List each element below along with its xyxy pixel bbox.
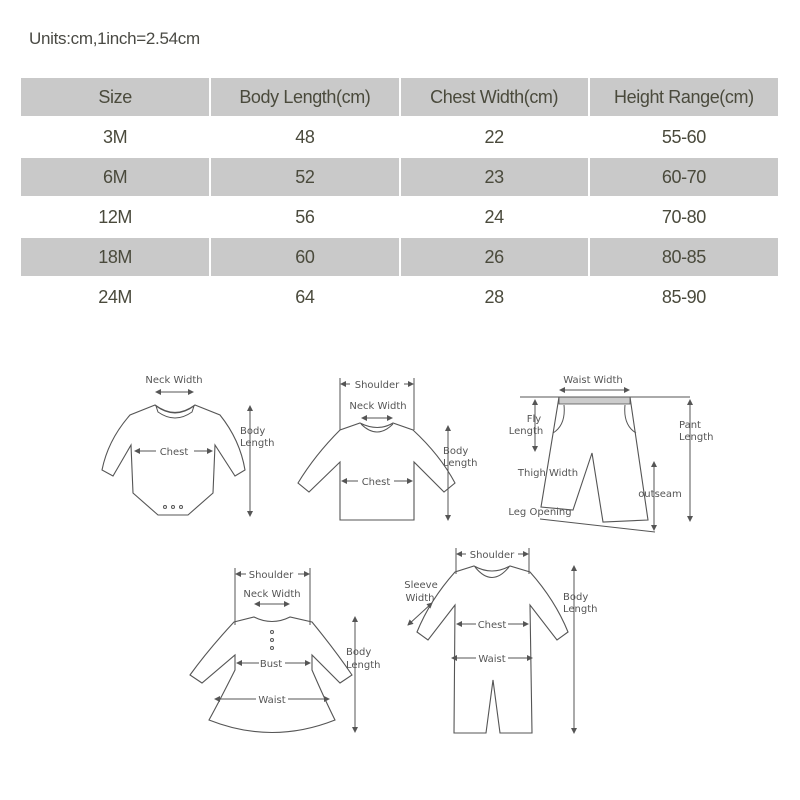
label-neck-width: Neck Width: [349, 401, 407, 412]
cell-size: 24M: [98, 286, 133, 307]
label-sleeve-width-line1: Sleeve: [404, 580, 438, 591]
label-body-length-line2: Length: [240, 438, 275, 449]
cell-height-range: 60-70: [589, 157, 778, 197]
cell-chest-width: 28: [400, 277, 589, 317]
cell-size: 12M: [98, 206, 133, 227]
shirt-diagram: [298, 378, 478, 520]
header-height-range: Height Range(cm): [589, 78, 778, 117]
label-body-length-line1: Body: [346, 647, 372, 658]
label-body-length-line1: Body: [563, 592, 589, 603]
cell-size: 6M: [21, 157, 210, 197]
cell-chest-width: 24: [400, 197, 589, 237]
label-chest: Chest: [477, 620, 507, 631]
cell-height-range: 55-60: [589, 117, 778, 157]
label-neck-width: Neck Width: [243, 589, 301, 600]
label-body-length-line2: Length: [346, 660, 381, 671]
romper-diagram: [404, 548, 597, 733]
label-waist: Waist: [258, 695, 286, 706]
dress-diagram: [190, 568, 381, 733]
label-body-length-line2: Length: [563, 604, 598, 615]
label-sleeve-width-line2: Width: [405, 593, 435, 604]
label-body-length-line1: Body: [240, 426, 266, 437]
cell-body-length: 56: [210, 197, 399, 237]
label-neck-width: Neck Width: [145, 375, 203, 386]
label-chest: Chest: [361, 477, 391, 488]
label-shoulder: Shoulder: [354, 380, 400, 391]
pants-diagram: [508, 375, 713, 532]
label-body-length-line1: Body: [443, 446, 469, 457]
label-shoulder: Shoulder: [248, 570, 294, 581]
label-leg-opening: Leg Opening: [508, 507, 572, 518]
label-pant-length-line2: Length: [679, 432, 714, 443]
cell-size: 3M: [103, 126, 128, 147]
cell-body-length: 52: [210, 157, 399, 197]
cell-body-length: 60: [210, 237, 399, 277]
label-outseam: outseam: [638, 489, 682, 500]
label-chest: Chest: [159, 447, 189, 458]
label-thigh-width: Thigh Width: [517, 468, 579, 479]
header-body-length: Body Length(cm): [210, 78, 399, 117]
cell-chest-width: 22: [400, 117, 589, 157]
cell-body-length: 48: [210, 117, 399, 157]
label-body-length-line2: Length: [443, 458, 478, 469]
units-note: Units:cm,1inch=2.54cm: [29, 29, 200, 48]
cell-body-length: 64: [210, 277, 399, 317]
header-size: Size: [21, 78, 210, 117]
cell-height-range: 85-90: [589, 277, 778, 317]
cell-height-range: 80-85: [589, 237, 778, 277]
cell-height-range: 70-80: [589, 197, 778, 237]
bodysuit-diagram: [102, 375, 275, 516]
label-fly-length-line1: Fly: [526, 414, 542, 425]
cell-chest-width: 23: [400, 157, 589, 197]
label-waist: Waist: [478, 654, 506, 665]
label-fly-length-line2: Length: [508, 426, 544, 437]
label-shoulder: Shoulder: [469, 550, 515, 561]
cell-chest-width: 26: [400, 237, 589, 277]
cell-size: 18M: [21, 237, 210, 277]
header-chest-width: Chest Width(cm): [400, 78, 589, 117]
label-bust: Bust: [259, 659, 283, 670]
label-pant-length-line1: Pant: [679, 420, 701, 431]
label-waist-width: Waist Width: [563, 375, 623, 386]
